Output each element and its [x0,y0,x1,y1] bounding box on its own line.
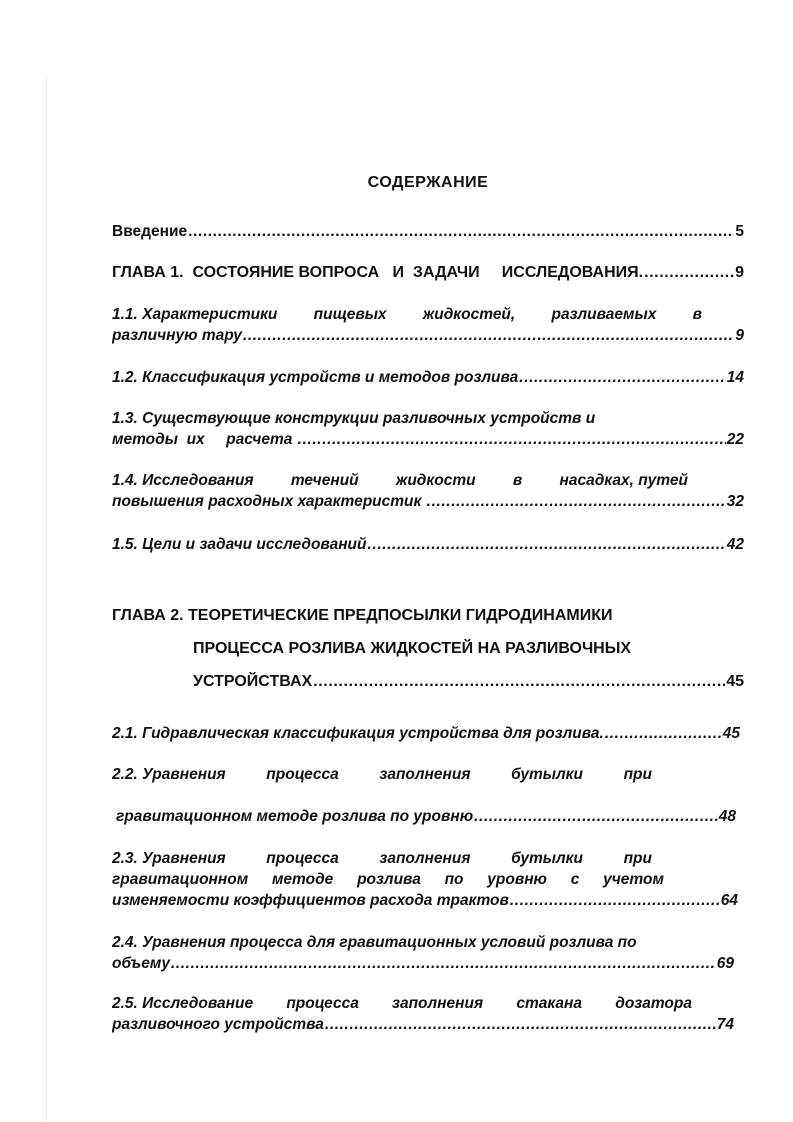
word: заполнения [392,995,484,1012]
toc-entry-2-3-line3 [112,891,738,911]
word: в [512,472,523,489]
word: процесса [266,766,339,783]
toc-page-number: 64 [720,892,738,909]
word: 2.2. Уравнения [112,766,226,783]
word: течений [290,472,359,489]
word: гравитационном [112,871,249,888]
toc-entry-2-5-line2 [112,1015,734,1035]
word: методе [271,871,334,888]
toc-entry-text: объему [112,955,170,972]
leader-dots [368,535,726,555]
toc-title: СОДЕРЖАНИЕ [367,174,489,191]
leader-dots [298,430,726,450]
leader-dots [427,492,726,512]
toc-entry-2-3-line2 [112,870,664,890]
toc-page-number: 69 [716,955,734,972]
toc-entry-text: Введение [112,223,188,240]
word: уровню [487,871,547,888]
toc-page-number: 14 [726,369,744,386]
word: пищевых [313,306,387,323]
word: насадках, путей [559,472,688,489]
scan-edge-line [46,78,47,1122]
leader-dots [243,326,734,346]
toc-page-number: 5 [735,223,744,240]
toc-entry-2-2-line1 [112,765,652,785]
toc-page-number: 9 [735,264,744,281]
word: 1.1. Характеристики [112,306,278,323]
toc-chapter-2-line2: ПРОЦЕССА РОЗЛИВА ЖИДКОСТЕЙ НА РАЗЛИВОЧНЫХ [193,640,632,657]
toc-entry-1-3-line1: 1.3. Существующие конструкции разливочных устройств и [112,410,596,427]
toc-page-number: 45 [726,673,744,690]
word: процесса [266,850,339,867]
word: в [692,306,702,323]
toc-page-number: 45 [722,725,740,742]
word: по [444,871,464,888]
toc-page-number: 74 [716,1016,734,1033]
word: при [623,850,652,867]
toc-entry-2-3-line1 [112,849,652,869]
toc-entry-1-1-line2 [112,326,744,346]
toc-page-number: 32 [726,493,744,510]
word: 2.5. Исследование [112,995,254,1012]
word: разливаемых [551,306,657,323]
word: учетом [603,871,664,888]
toc-page-number: 42 [726,536,744,553]
toc-chapter-2-line1: ГЛАВА 2. ТЕОРЕТИЧЕСКИЕ ПРЕДПОСЫЛКИ ГИДРОДИНАМИКИ [112,607,613,624]
toc-entry-text: повышения расходных характеристик [112,493,426,510]
toc-chapter-1 [112,263,744,283]
toc-entry-1-5 [112,535,744,555]
word: стакана [516,995,583,1012]
chapter-heading-text: УСТРОЙСТВАХ [193,673,313,690]
toc-entry-1-2 [112,368,744,388]
toc-entry-text: 1.5. Цели и задачи исследований [112,536,367,553]
word: жидкости [395,472,476,489]
word: дозатора [615,995,692,1012]
toc-entry-text: различную тару [112,327,242,344]
leader-dots [325,1015,716,1035]
toc-entry-text: методы их расчета [112,431,297,448]
toc-entry-2-4-line1: 2.4. Уравнения процесса для гравитационных условий розлива по [112,934,637,951]
toc-page-number: 48 [718,808,736,825]
toc-entry-2-4-line2 [112,954,734,974]
toc-entry-intro [112,222,744,242]
word: 1.4. Исследования [112,472,254,489]
toc-entry-1-1-line1 [112,305,702,325]
leader-dots [474,807,718,827]
toc-entry-text: разливочного устройства [112,1016,324,1033]
toc-entry-1-3-line2 [112,430,744,450]
toc-chapter-2-line3 [193,672,744,692]
word: бутылки [511,766,583,783]
toc-entry-2-5-line1 [112,994,692,1014]
leader-dots [510,891,720,911]
chapter-heading-text: ГЛАВА 1. СОСТОЯНИЕ ВОПРОСА И ЗАДАЧИ ИССЛЕДОВАНИЯ. [112,264,644,281]
leader-dots [313,672,725,692]
toc-entry-1-4-line1 [112,471,688,491]
toc-page-number: 9 [735,327,744,344]
word: с [570,871,580,888]
toc-entry-2-2-line2 [116,807,736,827]
toc-entry-text: изменяемости коэффициентов расхода трактов [112,892,509,909]
toc-entry-2-1 [112,724,740,744]
toc-page-number: 22 [726,431,744,448]
word: жидкостей, [422,306,516,323]
word: 2.3. Уравнения [112,850,226,867]
word: при [623,766,652,783]
toc-entry-text: гравитационном методе розлива по уровню [116,808,474,825]
leader-dots [644,263,734,283]
toc-entry-text: 2.1. Гидравлическая классификация устройства для розлива. [112,725,604,742]
leader-dots [519,368,725,388]
toc-entry-1-4-line2 [112,492,744,512]
word: заполнения [379,850,471,867]
word: процесса [286,995,359,1012]
word: заполнения [379,766,471,783]
word: бутылки [511,850,583,867]
toc-entry-text: 1.2. Классификация устройств и методов розлива [112,369,519,386]
word: розлива [357,871,421,888]
leader-dots [171,954,716,974]
leader-dots [188,222,734,242]
leader-dots [605,724,722,744]
